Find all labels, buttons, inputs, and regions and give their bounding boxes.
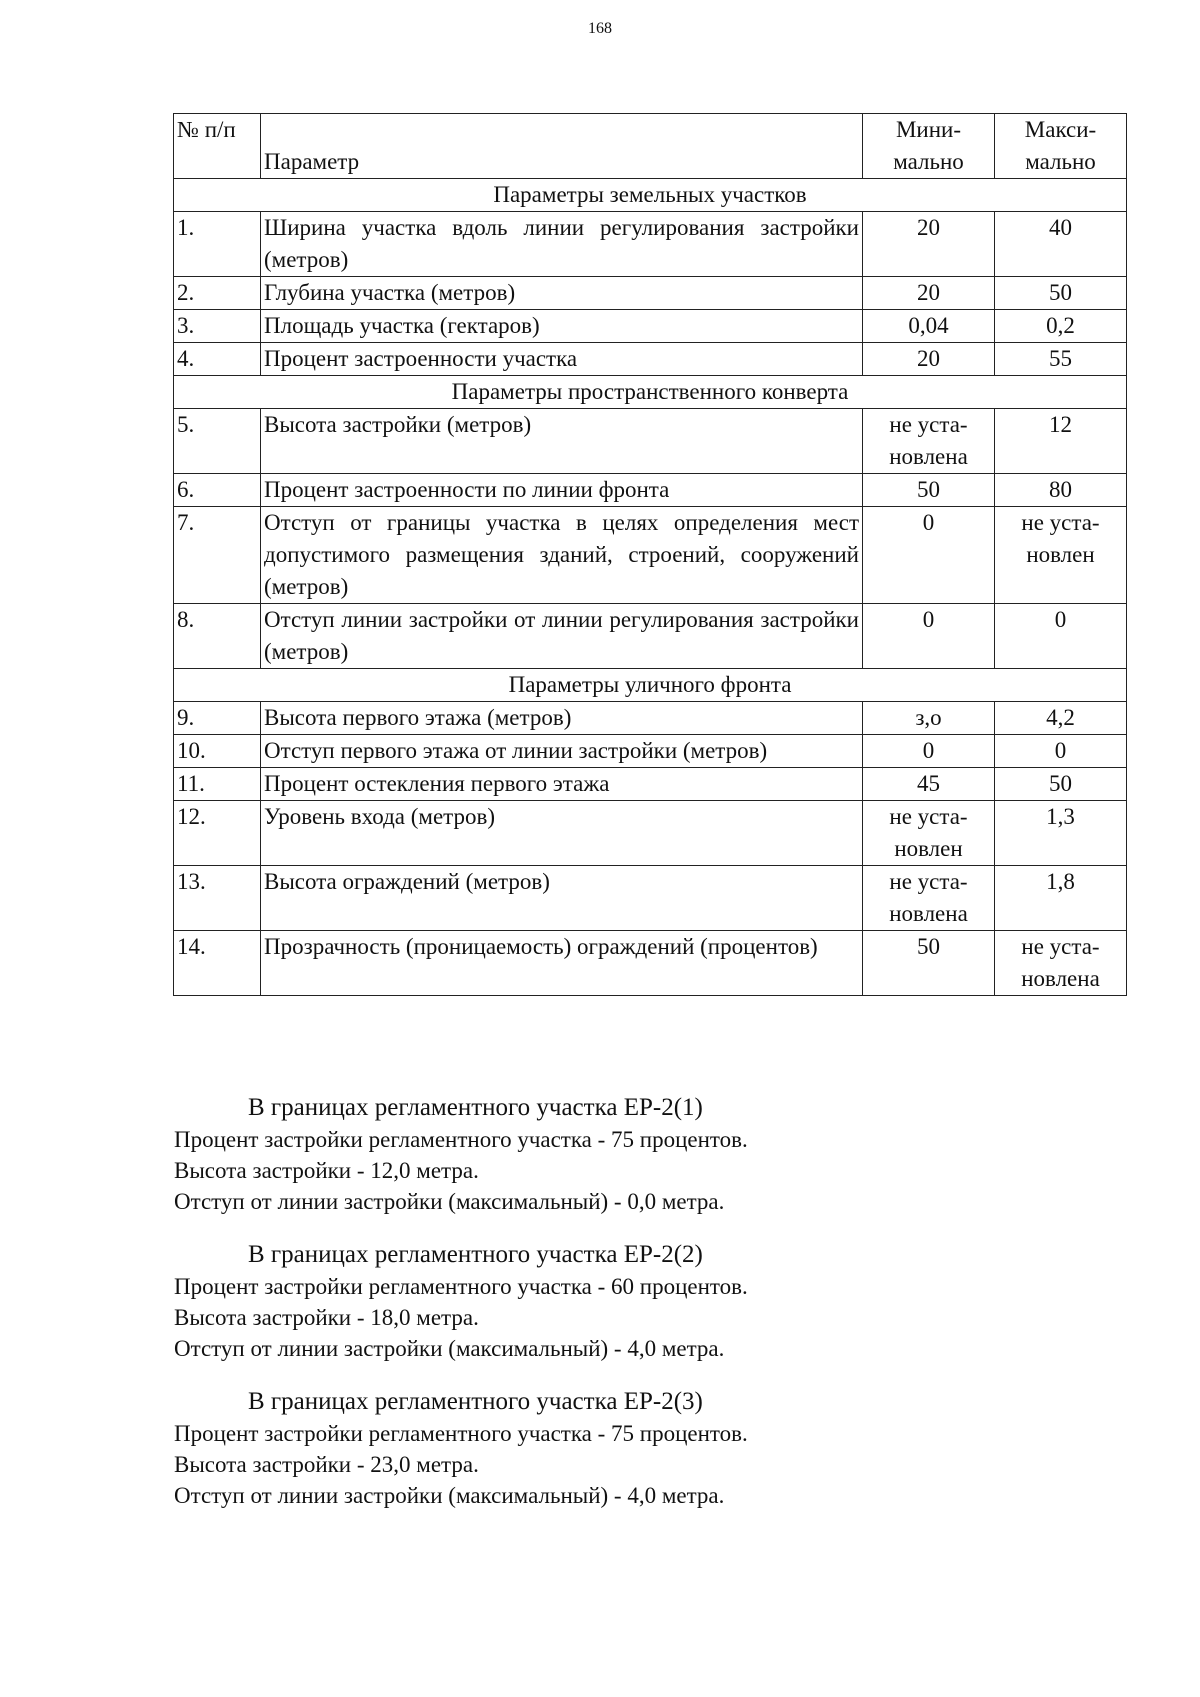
row-max: 50 — [995, 768, 1127, 801]
row-max: не уста-новлен — [995, 507, 1127, 604]
row-max: 4,2 — [995, 702, 1127, 735]
block-line: Высота застройки - 23,0 метра. — [174, 1452, 479, 1477]
header-num: № п/п — [174, 114, 261, 179]
row-param: Высота ограждений (метров) — [261, 866, 863, 931]
row-max: 50 — [995, 277, 1127, 310]
row-max: 0 — [995, 604, 1127, 669]
row-param: Процент застроенности участка — [261, 343, 863, 376]
row-min: 20 — [863, 277, 995, 310]
table-row — [174, 474, 1127, 507]
section-title: Параметры пространственного конверта — [174, 376, 1127, 409]
row-num: 9. — [174, 702, 261, 735]
block-line: Отступ от линии застройки (максимальный) - 4,0 метра. — [174, 1336, 725, 1361]
row-param: Высота застройки (метров) — [261, 409, 863, 474]
block-line: Высота застройки - 18,0 метра. — [174, 1305, 479, 1330]
row-max: 55 — [995, 343, 1127, 376]
row-param: Отступ первого этажа от линии застройки (метров) — [261, 735, 863, 768]
page-number: 168 — [588, 20, 612, 37]
row-param: Прозрачность (проницаемость) ограждений (процентов) — [261, 931, 863, 996]
row-num: 12. — [174, 801, 261, 866]
row-min: не уста-новлена — [863, 866, 995, 931]
row-param: Площадь участка (гектаров) — [261, 310, 863, 343]
row-num: 14. — [174, 931, 261, 996]
row-num: 13. — [174, 866, 261, 931]
row-max: 40 — [995, 212, 1127, 277]
row-param: Уровень входа (метров) — [261, 801, 863, 866]
row-max: 1,8 — [995, 866, 1127, 931]
row-min: 0 — [863, 735, 995, 768]
regulation-blocks — [174, 1092, 1074, 1533]
parameters-table — [173, 113, 1127, 996]
block-line: Процент застройки регламентного участка - 75 процентов. — [174, 1421, 748, 1446]
section-row — [174, 179, 1127, 212]
section-title: Параметры земельных участков — [174, 179, 1127, 212]
table-row — [174, 702, 1127, 735]
table-row — [174, 343, 1127, 376]
block-line: Отступ от линии застройки (максимальный) - 0,0 метра. — [174, 1189, 725, 1214]
row-num: 2. — [174, 277, 261, 310]
block-title: В границах регламентного участка ЕР-2(1) — [248, 1094, 703, 1121]
row-max: 1,3 — [995, 801, 1127, 866]
block-title: В границах регламентного участка ЕР-2(2) — [248, 1241, 703, 1268]
table-row — [174, 768, 1127, 801]
block-line: Отступ от линии застройки (максимальный) - 4,0 метра. — [174, 1483, 725, 1508]
table-row — [174, 931, 1127, 996]
row-num: 8. — [174, 604, 261, 669]
row-min: з,о — [863, 702, 995, 735]
regulation-block — [174, 1386, 1074, 1511]
row-num: 6. — [174, 474, 261, 507]
row-max: 0,2 — [995, 310, 1127, 343]
table-row — [174, 507, 1127, 604]
row-param: Глубина участка (метров) — [261, 277, 863, 310]
row-max: 12 — [995, 409, 1127, 474]
row-num: 11. — [174, 768, 261, 801]
table-row — [174, 735, 1127, 768]
table-row — [174, 866, 1127, 931]
row-min: 20 — [863, 343, 995, 376]
header-min: Мини-мально — [863, 114, 995, 179]
row-param: Отступ линии застройки от линии регулирования застройки (метров) — [261, 604, 863, 669]
table-row — [174, 277, 1127, 310]
row-num: 3. — [174, 310, 261, 343]
row-min: 0,04 — [863, 310, 995, 343]
table-row — [174, 604, 1127, 669]
table-header-row — [174, 114, 1127, 179]
row-num: 5. — [174, 409, 261, 474]
row-min: не уста-новлена — [863, 409, 995, 474]
row-min: 20 — [863, 212, 995, 277]
table-row — [174, 310, 1127, 343]
header-max: Макси-мально — [995, 114, 1127, 179]
section-row — [174, 376, 1127, 409]
row-num: 10. — [174, 735, 261, 768]
block-line: Процент застройки регламентного участка - 60 процентов. — [174, 1274, 748, 1299]
table-row — [174, 212, 1127, 277]
row-param: Процент остекления первого этажа — [261, 768, 863, 801]
section-title: Параметры уличного фронта — [174, 669, 1127, 702]
row-param: Ширина участка вдоль линии регулирования застройки (метров) — [261, 212, 863, 277]
row-num: 4. — [174, 343, 261, 376]
regulation-block — [174, 1092, 1074, 1217]
row-min: 0 — [863, 507, 995, 604]
block-title: В границах регламентного участка ЕР-2(3) — [248, 1388, 703, 1415]
block-line: Высота застройки - 12,0 метра. — [174, 1158, 479, 1183]
header-param: Параметр — [261, 114, 863, 179]
table-row — [174, 409, 1127, 474]
row-min: 50 — [863, 931, 995, 996]
row-max: 80 — [995, 474, 1127, 507]
row-param: Процент застроенности по линии фронта — [261, 474, 863, 507]
row-num: 1. — [174, 212, 261, 277]
section-row — [174, 669, 1127, 702]
row-min: 45 — [863, 768, 995, 801]
table-row — [174, 801, 1127, 866]
row-min: не уста-новлен — [863, 801, 995, 866]
row-min: 50 — [863, 474, 995, 507]
row-max: 0 — [995, 735, 1127, 768]
row-num: 7. — [174, 507, 261, 604]
row-param: Отступ от границы участка в целях определения мест допустимого размещения зданий, строений, сооружений (метров) — [261, 507, 863, 604]
row-max: не уста-новлена — [995, 931, 1127, 996]
regulation-block — [174, 1239, 1074, 1364]
block-line: Процент застройки регламентного участка - 75 процентов. — [174, 1127, 748, 1152]
row-min: 0 — [863, 604, 995, 669]
row-param: Высота первого этажа (метров) — [261, 702, 863, 735]
